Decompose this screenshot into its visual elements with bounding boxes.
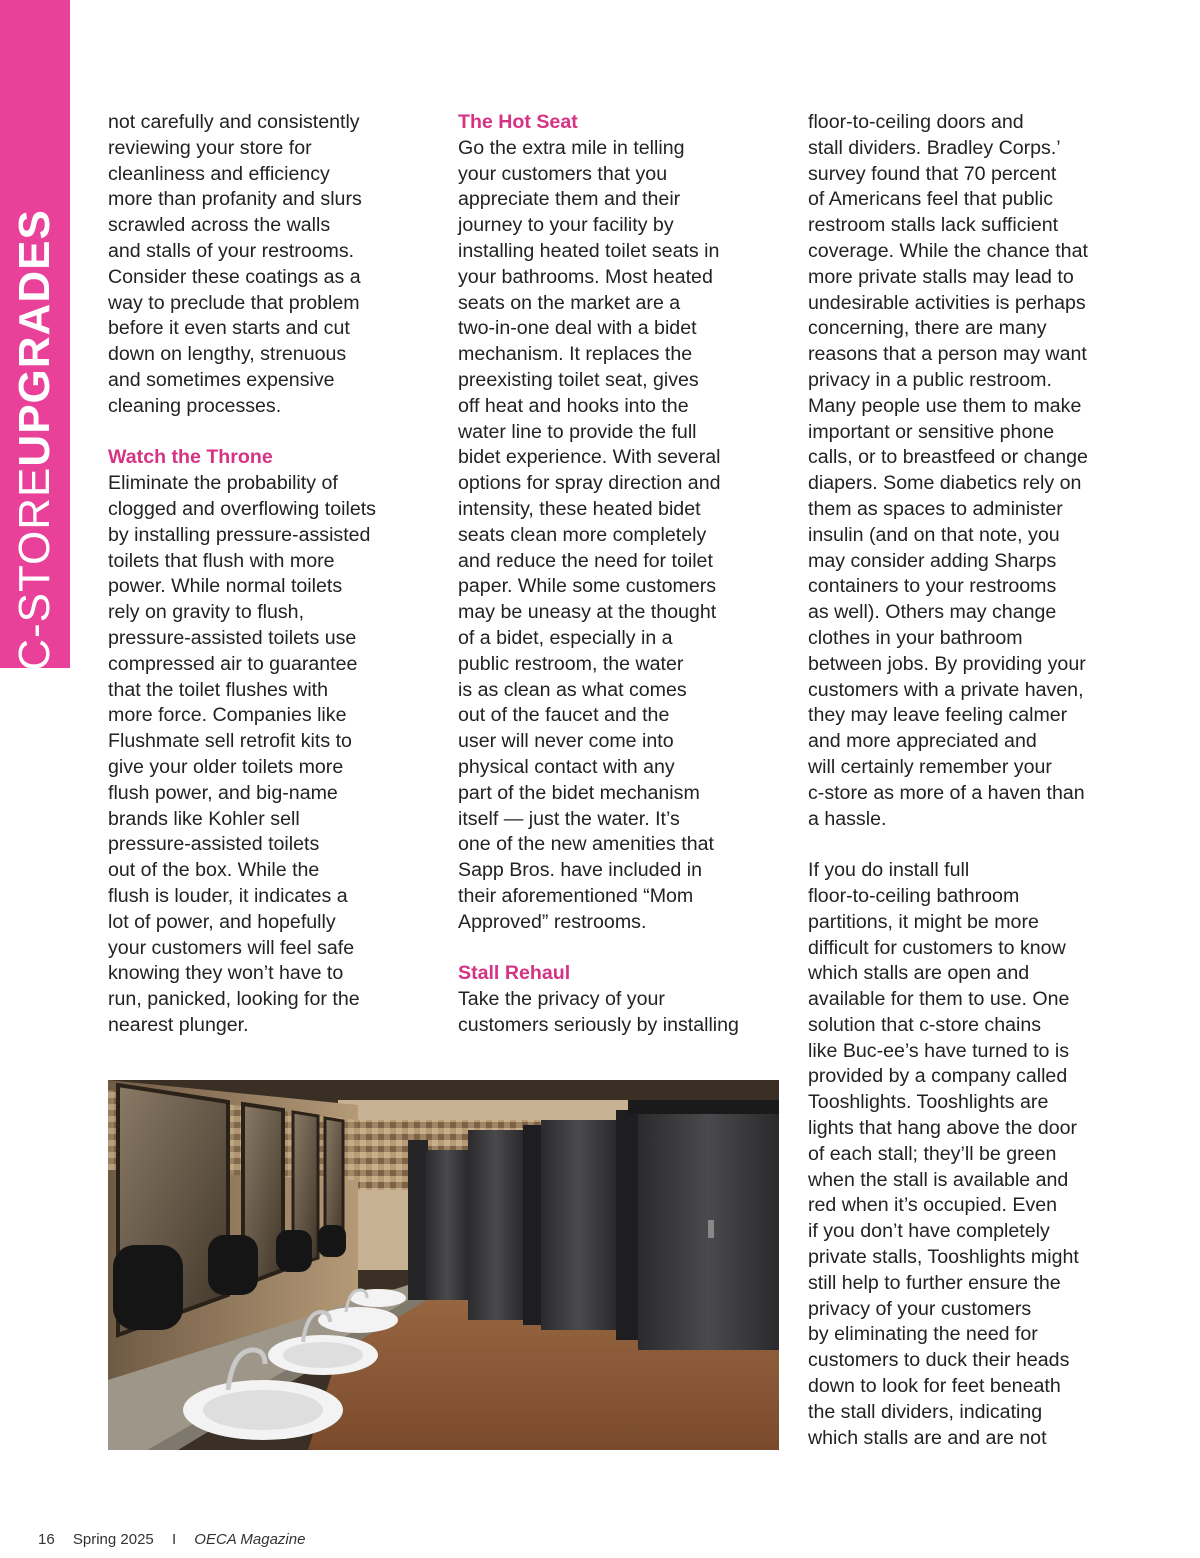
footer-separator: I [171,1531,177,1548]
magazine-name: OECA Magazine [194,1531,306,1548]
column-1 [108,110,438,1039]
issue-date: Spring 2025 [72,1531,154,1548]
restroom-illustration [108,1080,779,1450]
watch-the-throne-paragraph: Eliminate the probability of clogged and overflowing toilets by installing pressure-assisted toilets that flush with more power. While normal toilets rely on gravity to flush, pressure-assisted toilets use compressed air to guarantee that the toilet flushes with more force. Companies like Flushmate sell retrofit kits to give your older toilets more flush power, and big-name brands like Kohler sell pressure-assisted toilets out of the box. While the flush is louder, it indicates a lot of power, and hopefully your customers will feel safe knowing they won’t have to run, panicked, looking for the nearest plunger. [108,472,376,1036]
page-footer [38,1531,319,1548]
page-number: 16 [38,1531,55,1548]
stall-rehaul-paragraph: Take the privacy of your customers seriously by installing [458,988,739,1036]
heading-the-hot-seat: The Hot Seat [458,111,578,133]
heading-watch-the-throne: Watch the Throne [108,446,273,469]
heading-stall-rehaul: Stall Rehaul [458,962,571,985]
section-label-light: C-STORE [10,466,59,671]
restroom-photo [108,1080,779,1450]
tooshlights-paragraph: If you do install full floor-to-ceiling bathroom partitions, it might be more difficult for customers to know which stalls are open and available for them to use. One solution that c-store chains like Buc-ee’s have turned to is provided by a company called Tooshlights. Tooshlights are lights that hang above the door of each stall; they’ll be green when the stall is available and red when it’s occupied. Even if you don’t have completely private stalls, Tooshlights might still help to further ensure the privacy of your customers by eliminating the need for customers to duck their heads down to look for feet beneath the stall dividers, indicating which stalls are and are not [808,859,1079,1449]
section-label-bold: UPGRADES [10,209,59,467]
section-label [10,209,59,671]
column-2 [458,110,788,1039]
intro-paragraph: not carefully and consistently reviewing your store for cleanliness and efficiency more than profanity and slurs scrawled across the walls and stalls of your restrooms. Consider these coatings as a way to preclude that problem before it even starts and cut down on lengthy, strenuous and sometimes expensive cleaning processes. [108,111,362,417]
section-band [0,0,70,671]
column-3 [808,110,1138,1451]
privacy-paragraph: floor-to-ceiling doors and stall dividers. Bradley Corps.’ survey found that 70 percent of Americans feel that public restroom stalls lack sufficient coverage. While the chance that more private stalls may lead to undesirable activities is perhaps concerning, there are many reasons that a person may want privacy in a public restroom. Many people use them to make important or sensitive phone calls, or to breastfeed or change diapers. Some diabetics rely on them as spaces to administer insulin (and on that note, you may consider adding Sharps containers to your restrooms as well). Others may change clothes in your bathroom between jobs. By providing your customers with a private haven, they may leave feeling calmer and more appreciated and will certainly remember your c-store as more of a haven than a hassle. [808,111,1088,830]
hot-seat-paragraph: Go the extra mile in telling your customers that you appreciate them and their journey to your facility by installing heated toilet seats in your bathrooms. Most heated seats on the market are a two-in-one deal with a bidet mechanism. It replaces the preexisting toilet seat, gives off heat and hooks into the water line to provide the full bidet experience. With several options for spray direction and intensity, these heated bidet seats clean more completely and reduce the need for toilet paper. While some customers may be uneasy at the thought of a bidet, especially in a public restroom, the water is as clean as what comes out of the faucet and the user will never come into physical contact with any part of the bidet mechanism itself — just the water. It’s one of the new amenities that Sapp Bros. have included in their aforementioned “Mom Approved” restrooms. [458,136,721,933]
